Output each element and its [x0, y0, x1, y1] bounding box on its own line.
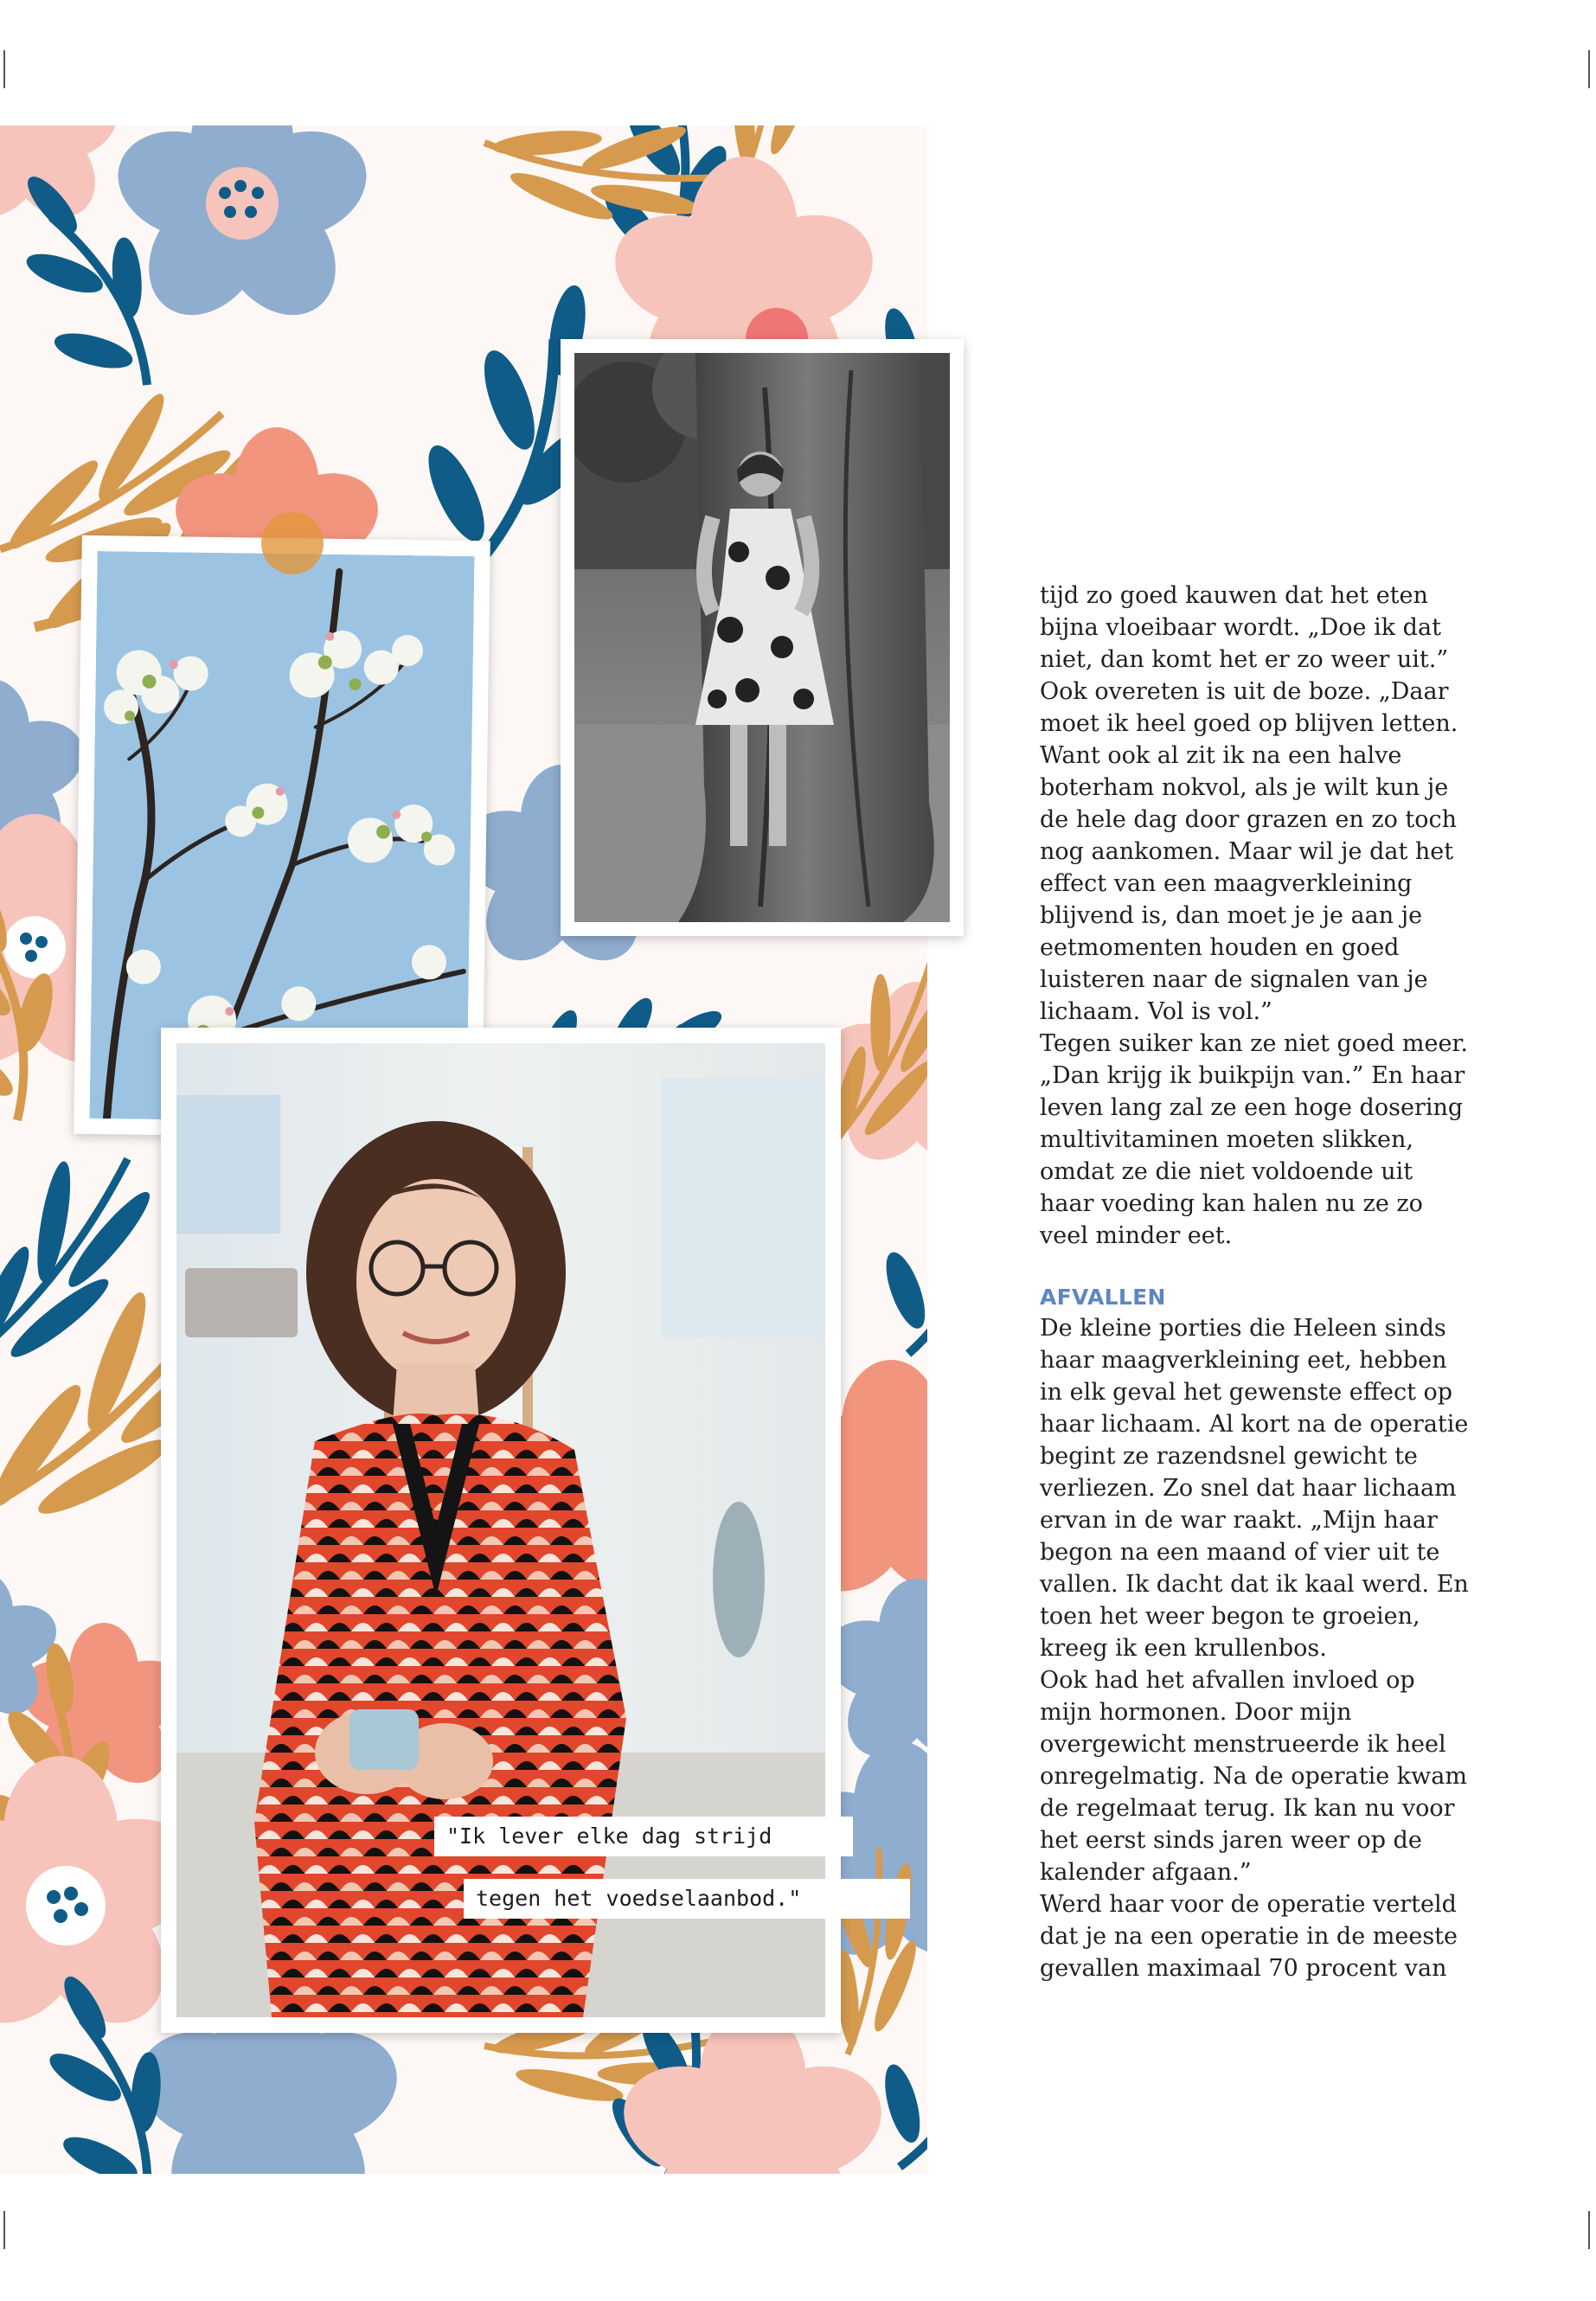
crop-mark-bottom-left [3, 2211, 5, 2249]
article-body-column [1040, 580, 1472, 1984]
body-paragraph: tijd zo goed kauwen dat het eten bijna vloeibaar wordt. „Doe ik dat niet, dan komt het er zo weer uit.” Ook overeten is uit de boze. „Daar moet ik heel goed op blijven letten. Want ook al zit ik na een halve boterham nokvol, als je wilt kun je de hele dag door grazen en zo toch nog aankomen. Maar wil je dat het effect van een maagverkleining blijvend is, dan moet je je aan je eetmomenten houden en goed luisteren naar de signalen van je lichaam. Vol is vol.” [1040, 582, 1458, 1025]
body-paragraph: Ook had het afvallen invloed op mijn hormonen. Door mijn overgewicht menstrueerde ik heel onregelmatig. Na de operatie kwam de regelmaat terug. Ik kan nu voor het eerst sinds jaren weer op de kalender afgaan.” [1040, 1667, 1467, 1886]
body-paragraph: De kleine porties die Heleen sinds haar maagverkleining eet, hebben in elk geval het gewenste effect op haar lichaam. Al kort na de operatie begint ze razendsnel gewicht te verliezen. Zo snel dat haar lichaam ervan in de war raakt. „Mijn haar begon na een maand of vier uit te vallen. Ik dacht dat ik kaal werd. En toen het weer begon te groeien, kreeg ik een krullenbos. [1040, 1315, 1469, 1662]
photo-portrait-heleen [176, 1043, 825, 2017]
body-paragraph: Tegen suiker kan ze niet goed meer. „Dan krijg ik buikpijn van.” En haar leven lang zal ze een hoge dosering multivitaminen moeten slikken, omdat ze die niet voldoende uit haar voeding kan halen nu ze zo veel minder eet. [1040, 1030, 1468, 1249]
pin-dot-ochre [261, 512, 324, 574]
pull-quote-line-2: tegen het voedselaanbod." [464, 1879, 910, 1919]
crop-mark-top-left [3, 50, 5, 88]
photo-frame-tree [561, 339, 964, 936]
crop-mark-top-right [1588, 50, 1590, 88]
body-paragraph: Werd haar voor de operatie verteld dat je na een operatie in de meeste gevallen maximaal 70 procent van [1040, 1891, 1458, 1982]
section-heading: AFVALLEN [1040, 1285, 1166, 1310]
photo-woman-by-tree [574, 353, 950, 922]
crop-mark-bottom-right [1588, 2211, 1590, 2249]
pull-quote-line-1: "Ik lever elke dag strijd [434, 1817, 853, 1856]
